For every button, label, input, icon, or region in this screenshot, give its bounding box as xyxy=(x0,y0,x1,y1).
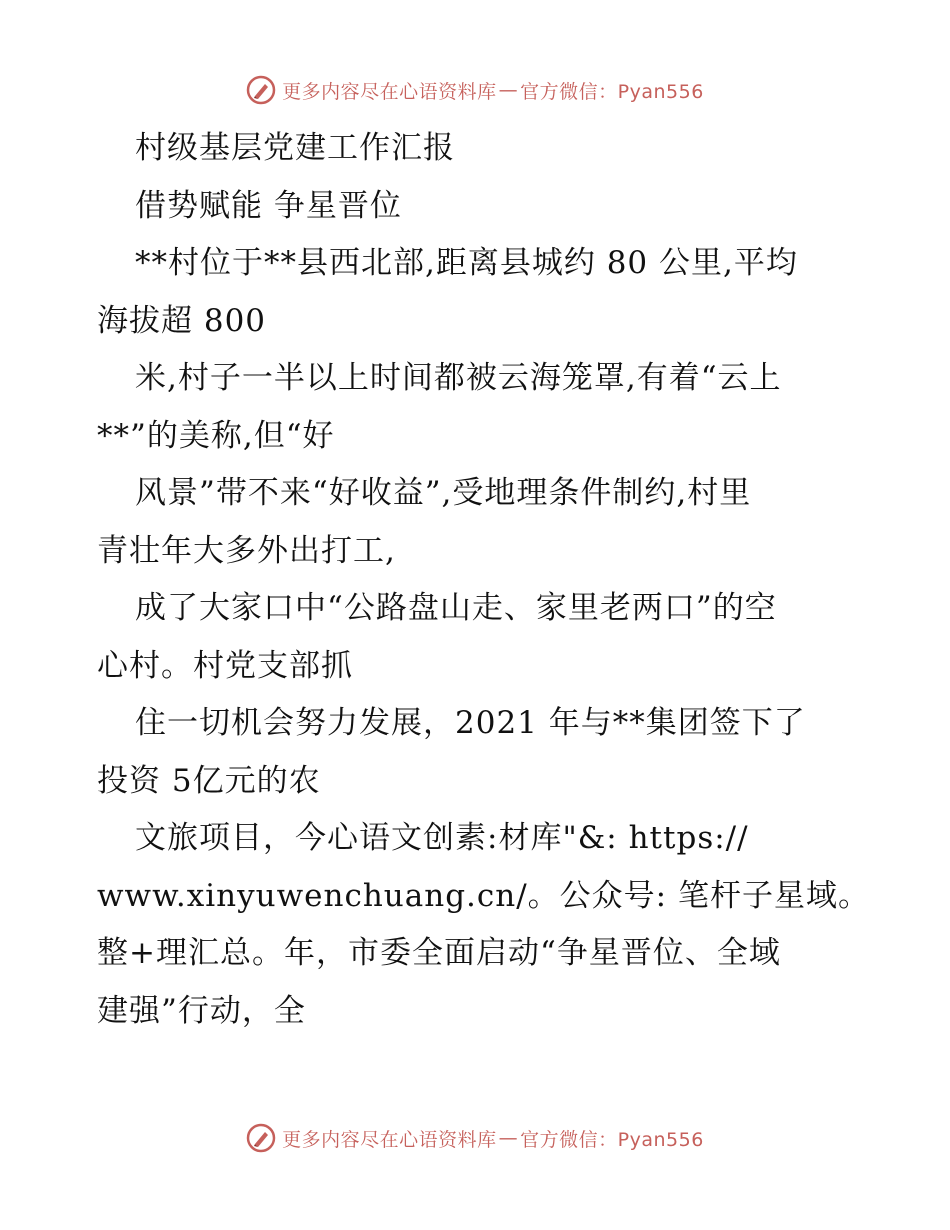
paragraph-line: 风景”带不来“好收益”,受地理条件制约,村里 xyxy=(135,475,752,511)
pen-logo-icon xyxy=(246,75,276,105)
paragraph-line: 文旅项目，今心语文创素:材库"&: https:// xyxy=(135,820,749,856)
paragraph-line: 成了大家口中“公路盘山走、家里老两口”的空 xyxy=(135,590,777,626)
watermark-dash: — xyxy=(498,79,519,101)
document-body xyxy=(97,120,870,1040)
watermark-contact: 官方微信：Pyan556 xyxy=(520,80,704,103)
paragraph-line: 建强”行动，全 xyxy=(97,992,306,1029)
footer-watermark xyxy=(0,1118,950,1158)
paragraph-line: **”的美称,但“好 xyxy=(97,417,335,454)
paragraph-line: 住一切机会努力发展，2021 年与**集团签下了 xyxy=(135,705,806,741)
document-title: 村级基层党建工作汇报 xyxy=(135,130,455,166)
header-watermark xyxy=(0,70,950,110)
paragraph-line: 青壮年大多外出打工, xyxy=(97,532,396,569)
paragraph-line: 海拔超 800 xyxy=(97,302,267,339)
watermark-contact: 官方微信：Pyan556 xyxy=(520,1128,704,1151)
watermark-title: 更多内容尽在心语资料库 xyxy=(282,1128,497,1151)
paragraph-line: www.xinyuwenchuang.cn/。公众号: 笔杆子星域。 xyxy=(97,877,870,914)
paragraph-line: 投资 5亿元的农 xyxy=(97,762,321,799)
document-subtitle: 借势赋能 争星晋位 xyxy=(135,187,402,224)
pen-logo-icon xyxy=(246,1123,276,1153)
paragraph-line: 心村。村党支部抓 xyxy=(97,647,353,684)
paragraph-line: 米,村子一半以上时间都被云海笼罩,有着“云上 xyxy=(135,360,782,396)
watermark-dash: — xyxy=(498,1127,519,1149)
paragraph-line: **村位于**县西北部,距离县城约 80 公里,平均 xyxy=(135,245,798,281)
paragraph-line: 整+理汇总。年，市委全面启动“争星晋位、全域 xyxy=(97,935,781,971)
watermark-title: 更多内容尽在心语资料库 xyxy=(282,80,497,103)
